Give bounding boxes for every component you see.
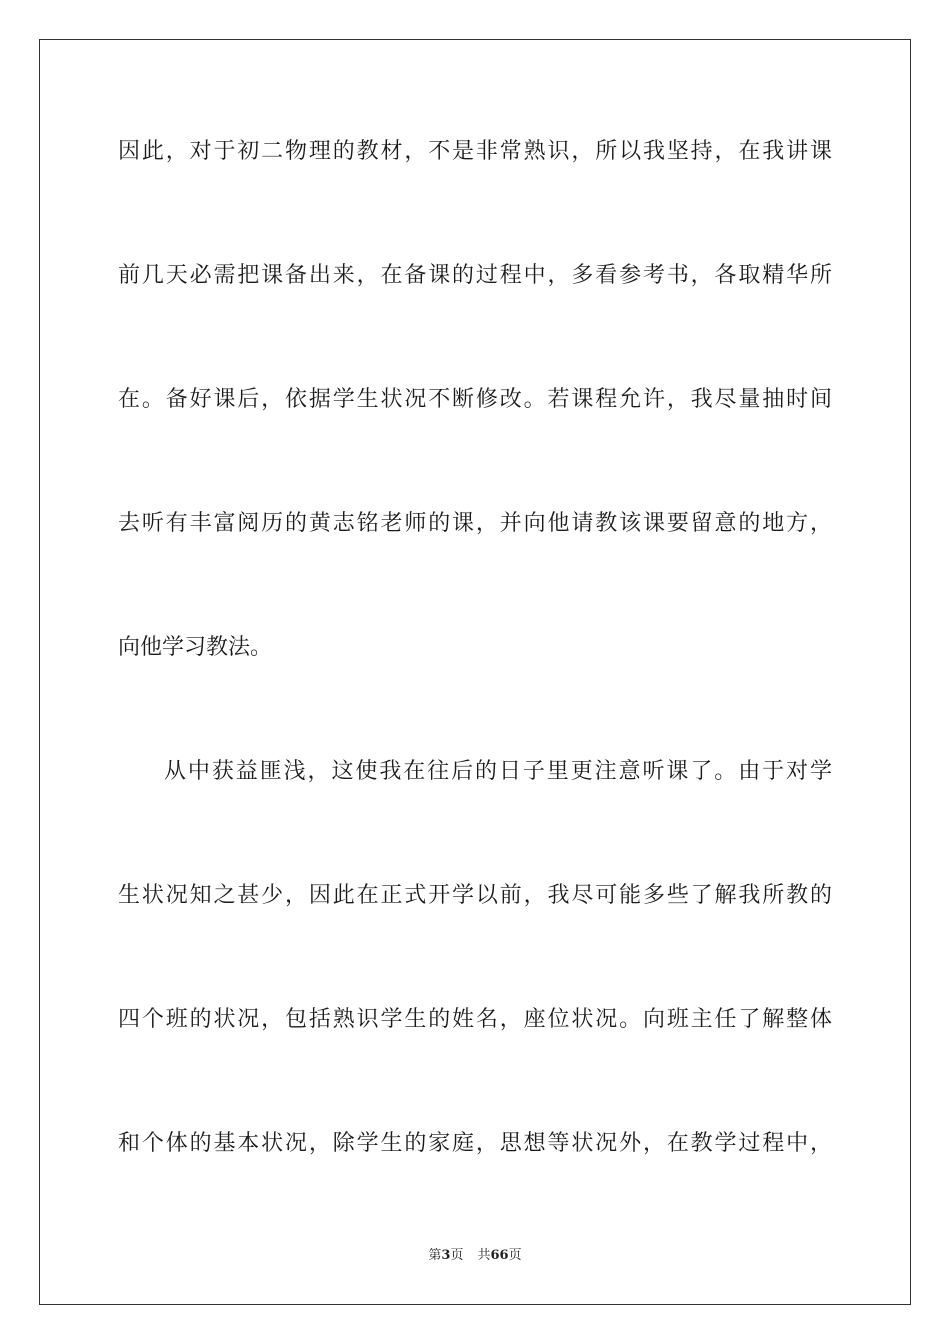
footer-page-prefix: 第 <box>428 1248 442 1263</box>
text-line-2: 前几天必需把课备出来，在备课的过程中，多看参考书，各取精华所 <box>118 263 832 288</box>
text-line-9: 和个体的基本状况，除学生的家庭，思想等状况外，在教学过程中， <box>118 1131 832 1156</box>
footer-total-pages: 66 <box>490 1248 509 1263</box>
footer-page-number: 3 <box>441 1248 451 1263</box>
footer-total-suffix: 页 <box>508 1248 522 1263</box>
page-border <box>39 39 911 1305</box>
text-line-6: 从中获益匪浅，这使我在往后的日子里更注意听课了。由于对学 <box>164 759 832 784</box>
page-footer <box>0 1247 950 1265</box>
text-line-8: 四个班的状况，包括熟识学生的姓名，座位状况。向班主任了解整体 <box>118 1007 832 1032</box>
footer-page-suffix: 页 <box>450 1248 464 1263</box>
text-line-3: 在。备好课后，依据学生状况不断修改。若课程允许，我尽量抽时间 <box>118 387 832 412</box>
text-line-5: 向他学习教法。 <box>118 635 273 660</box>
text-line-1: 因此，对于初二物理的教材，不是非常熟识，所以我坚持，在我讲课 <box>118 139 832 164</box>
text-line-7: 生状况知之甚少，因此在正式开学以前，我尽可能多些了解我所教的 <box>118 883 832 908</box>
footer-total-prefix: 共 <box>477 1248 491 1263</box>
text-line-4: 去听有丰富阅历的黄志铭老师的课，并向他请教该课要留意的地方， <box>118 511 832 536</box>
